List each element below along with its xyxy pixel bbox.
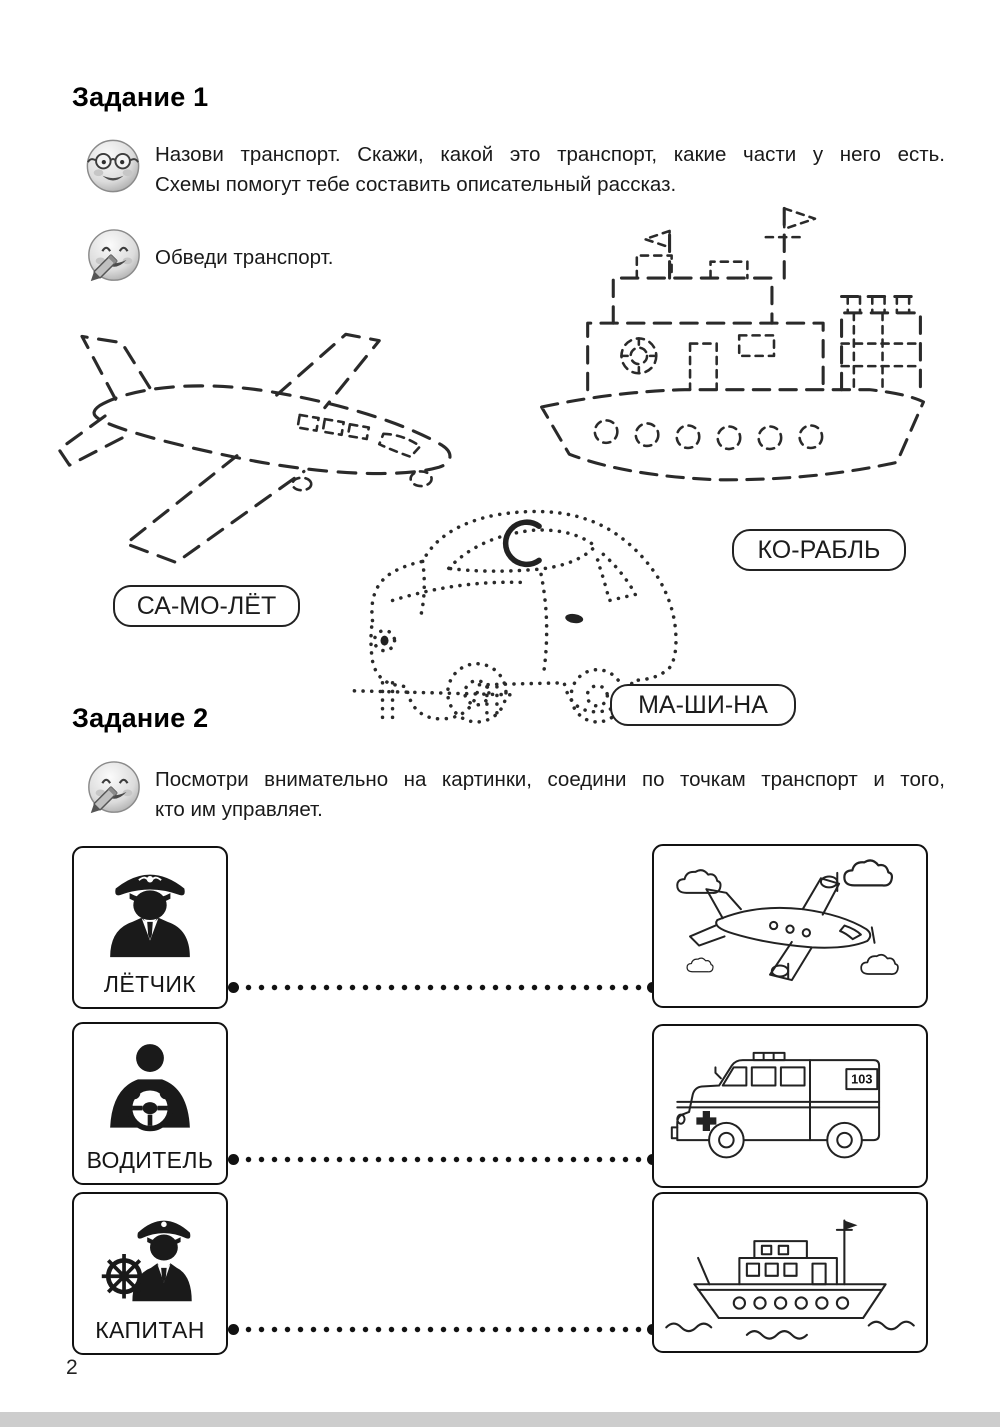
instruction-line: Посмотри внимательно на картинки, соедини по точкам транспорт и того, [155, 768, 945, 791]
ambulance-drawing [659, 1031, 921, 1181]
teacher-glasses-emoji-icon [84, 137, 142, 195]
airplane-drawing [659, 851, 921, 1001]
page-number: 2 [66, 1356, 78, 1379]
trace-label-ship: КО-РАБЛЬ [732, 529, 906, 571]
scan-edge [0, 1412, 1000, 1427]
instruction-line: Схемы помогут тебе составить описательный рассказ. [155, 173, 677, 196]
trace-label-plane: СА-МО-ЛЁТ [113, 585, 300, 627]
task1-title: Задание 1 [72, 82, 209, 112]
instruction-line: Обведи транспорт. [155, 246, 334, 269]
pilot-icon [99, 857, 201, 959]
task2-title: Задание 2 [72, 703, 209, 733]
ambulance-number-badge: 103 [851, 1071, 873, 1087]
profession-label: ВОДИТЕЛЬ [86, 1147, 214, 1173]
pencil-smiley-emoji-icon [84, 228, 142, 286]
profession-card-captain [72, 1192, 228, 1355]
ship-flag [844, 1220, 857, 1229]
ship-drawing [659, 1198, 921, 1348]
dotted-connector-line [240, 1326, 646, 1333]
driver-icon [99, 1033, 201, 1135]
captain-icon [99, 1203, 201, 1305]
trace-label-car: МА-ШИ-НА [610, 684, 796, 726]
instruction-line: Назови транспорт. Скажи, какой это транспорт, какие части у него есть. [155, 143, 945, 166]
vehicle-card-ship [652, 1192, 928, 1353]
instruction-line: кто им управляет. [155, 798, 323, 821]
profession-label: ЛЁТЧИК [103, 971, 197, 997]
pencil-smiley-emoji-icon [84, 760, 142, 818]
task2-instruction [155, 765, 945, 825]
vehicle-card-ambulance [652, 1024, 928, 1188]
dotted-connector-line [240, 1156, 646, 1163]
profession-label: КАПИТАН [95, 1317, 205, 1343]
vehicle-card-airplane [652, 844, 928, 1008]
profession-card-pilot [72, 846, 228, 1009]
dotted-connector-line [240, 984, 646, 991]
profession-card-driver [72, 1022, 228, 1185]
